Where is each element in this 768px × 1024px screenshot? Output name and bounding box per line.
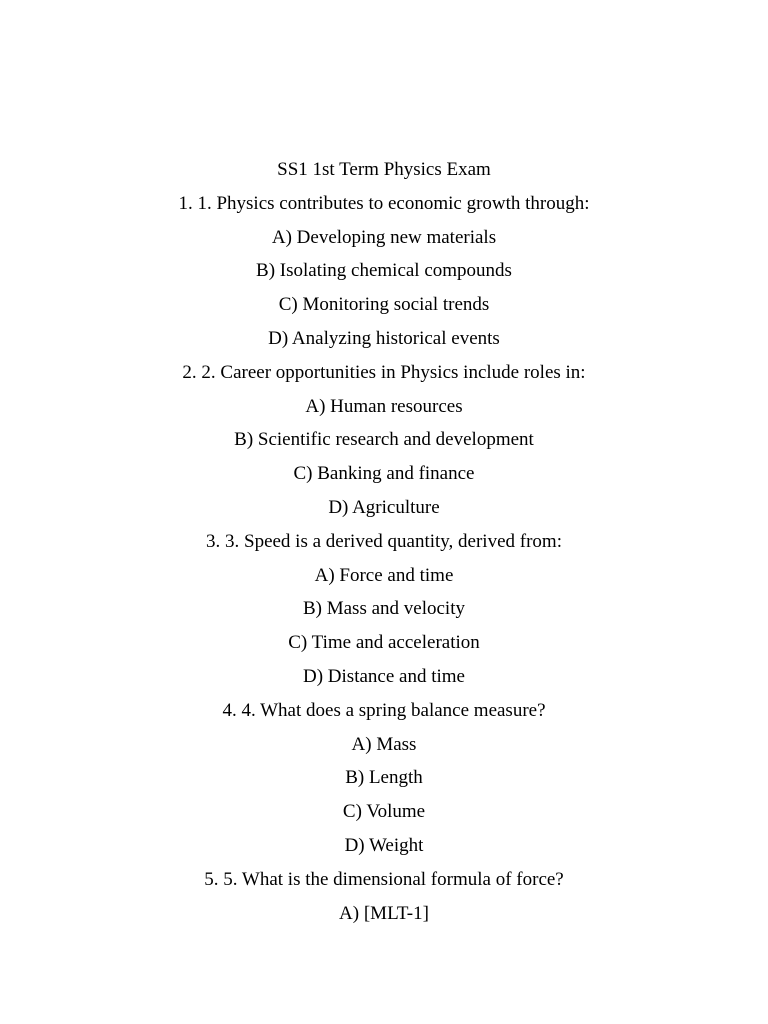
question-text: 5. 5. What is the dimensional formula of force?	[204, 868, 564, 890]
question-block	[0, 863, 768, 931]
option-b: B) Scientific research and development	[234, 429, 534, 451]
question-text: 1. 1. Physics contributes to economic growth through:	[178, 192, 590, 214]
option-d: D) Distance and time	[303, 665, 465, 687]
question-block	[0, 525, 768, 694]
question-block	[0, 356, 768, 525]
option-a: A) Human resources	[305, 395, 463, 417]
option-b: B) Length	[345, 767, 423, 789]
question-text: 3. 3. Speed is a derived quantity, derived from:	[206, 530, 562, 552]
option-d: D) Agriculture	[328, 496, 440, 518]
exam-title: SS1 1st Term Physics Exam	[277, 159, 491, 180]
option-a: A) Developing new materials	[271, 226, 497, 248]
option-b: B) Isolating chemical compounds	[256, 260, 512, 282]
option-d: D) Weight	[344, 834, 424, 856]
option-d: D) Analyzing historical events	[268, 327, 500, 349]
option-c: C) Banking and finance	[293, 463, 475, 485]
question-text: 2. 2. Career opportunities in Physics include roles in:	[182, 361, 586, 383]
option-a: A) [MLT-1]	[339, 902, 429, 924]
question-block	[0, 694, 768, 863]
exam-page	[0, 153, 768, 930]
question-text: 4. 4. What does a spring balance measure?	[222, 699, 546, 721]
option-a: A) Mass	[351, 733, 417, 755]
option-b: B) Mass and velocity	[302, 598, 465, 620]
option-a: A) Force and time	[314, 564, 454, 586]
option-c: C) Volume	[342, 801, 426, 823]
option-c: C) Monitoring social trends	[278, 294, 490, 316]
option-c: C) Time and acceleration	[288, 632, 480, 654]
question-block	[0, 187, 768, 356]
